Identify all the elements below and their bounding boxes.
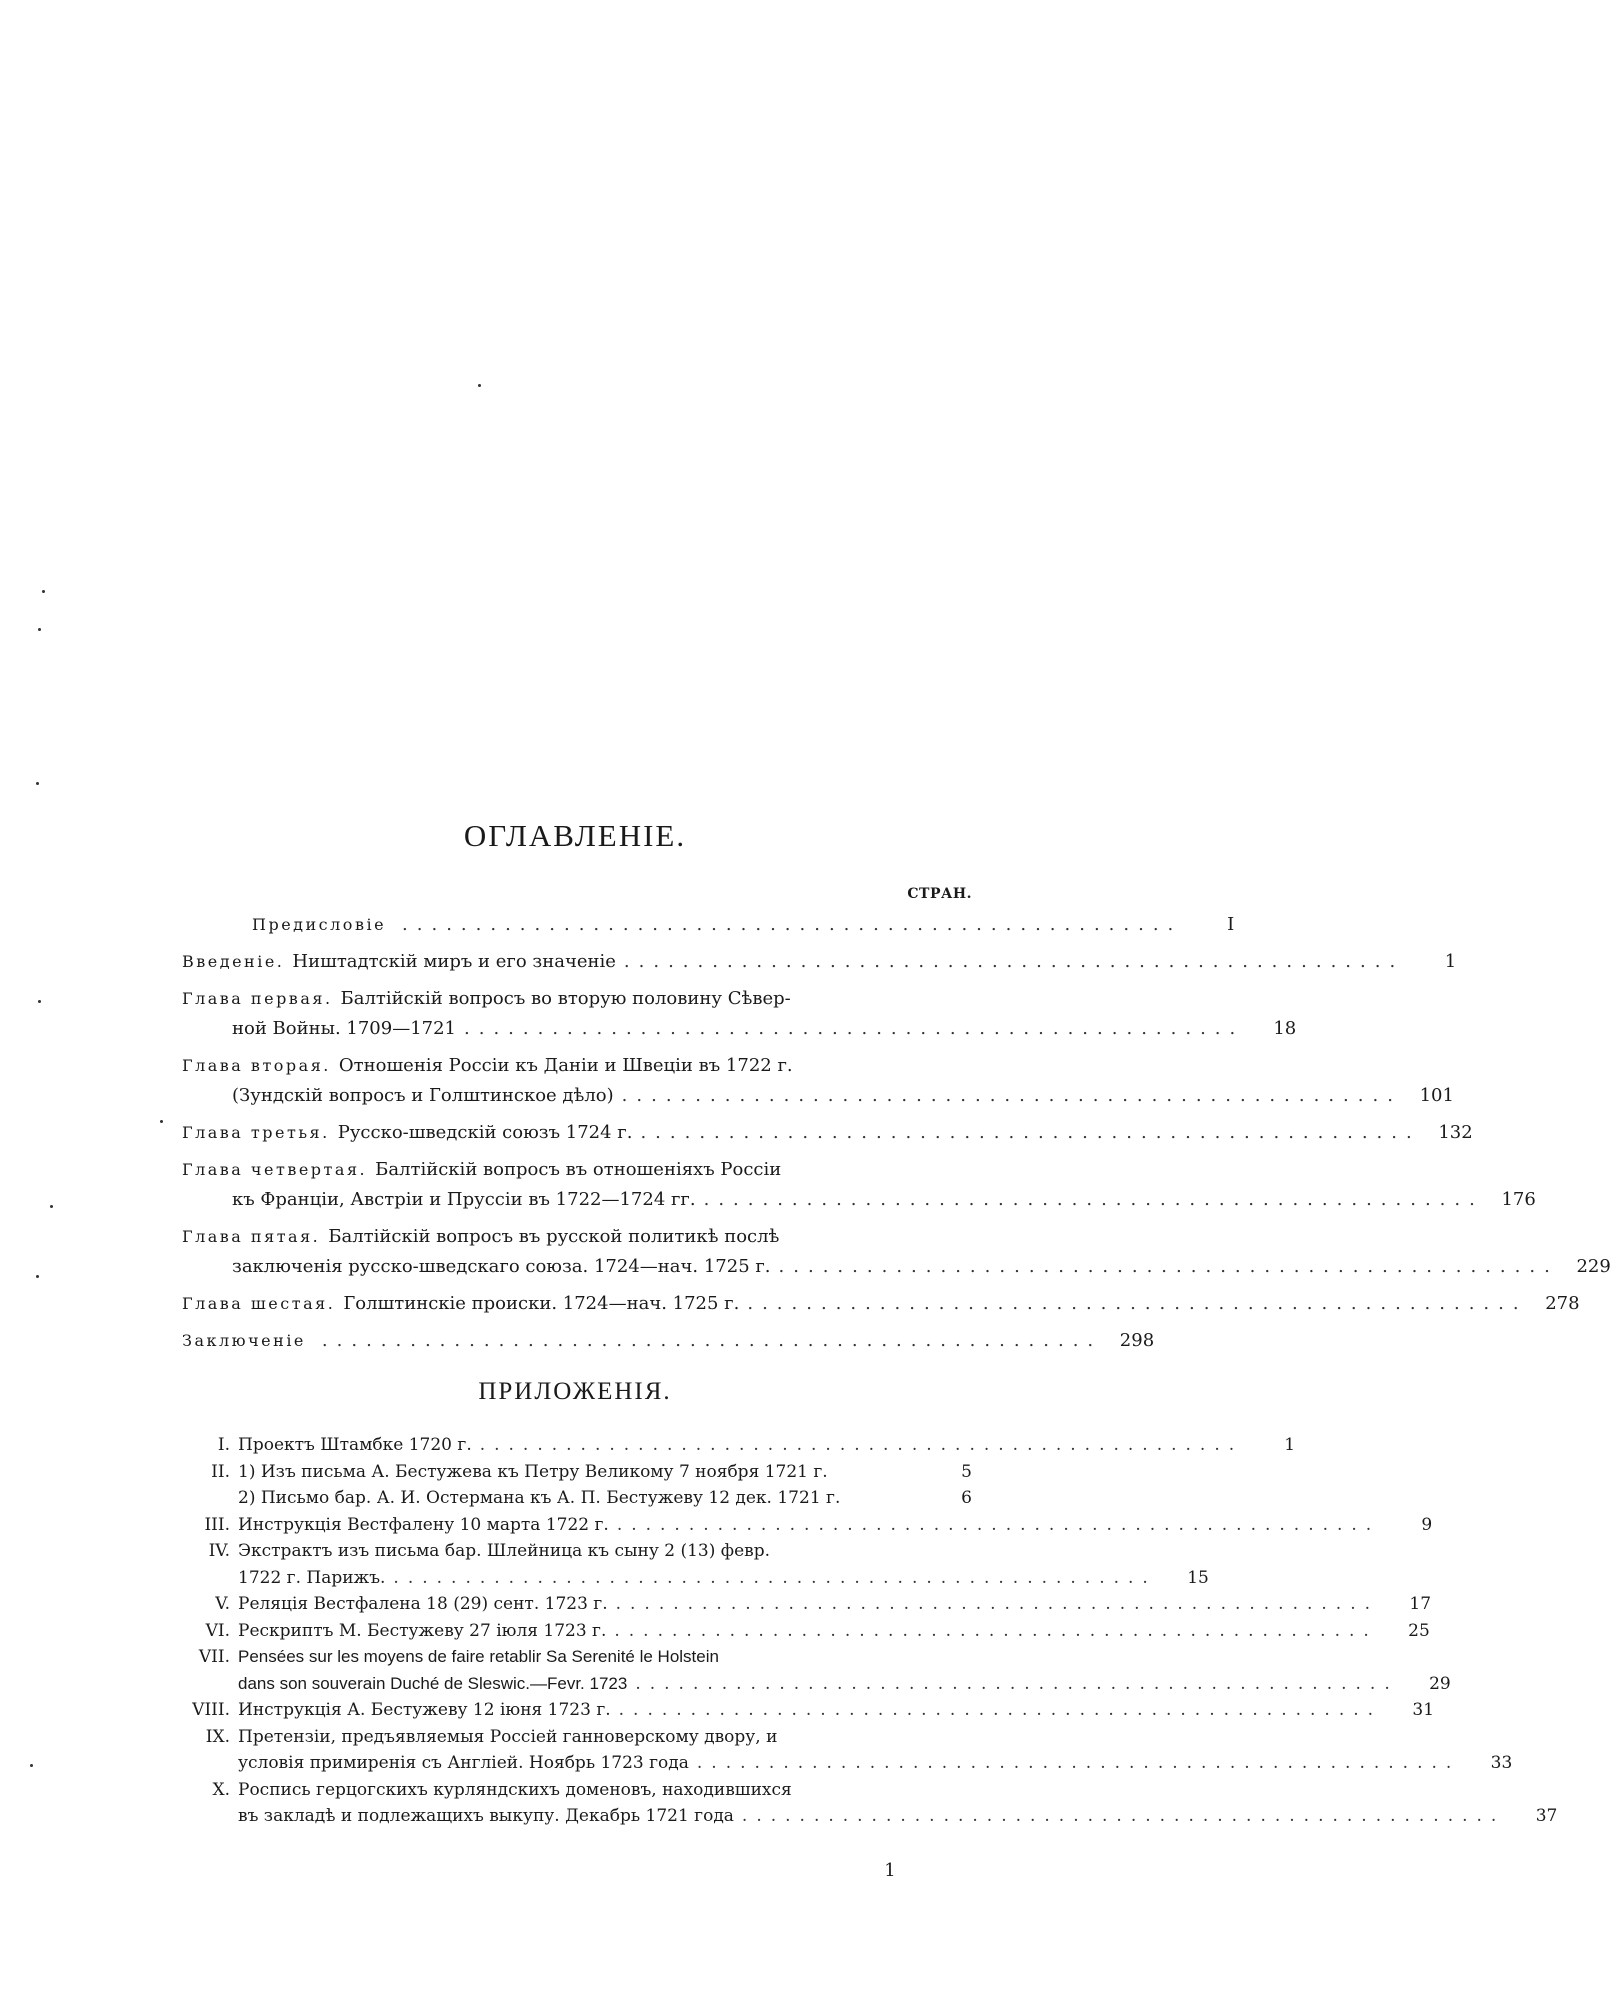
toc-entry bbox=[182, 1326, 1155, 1356]
leader-dots: ..................................................... bbox=[393, 1567, 1157, 1588]
leader-dots: ..................................................... bbox=[696, 1753, 1461, 1773]
appendix-title: ПРИЛОЖЕНІЯ. bbox=[478, 1378, 672, 1405]
appendix-number: II. bbox=[211, 1461, 230, 1482]
appendix-page: 31 bbox=[1412, 1700, 1435, 1720]
appendix-number: IX. bbox=[205, 1726, 230, 1747]
page-column-header: СТРАН. bbox=[907, 886, 972, 902]
appendix-item bbox=[182, 1538, 972, 1565]
leader-dots: ..................................................... bbox=[464, 1018, 1245, 1039]
appendix-page: 37 bbox=[1535, 1806, 1558, 1826]
toc-entry bbox=[182, 947, 1457, 977]
toc-entry-text: Отношенія Россіи къ Даніи и Швеціи въ 1722 г. bbox=[338, 1055, 793, 1076]
appendix-item bbox=[182, 1459, 972, 1486]
appendix-number: VIII. bbox=[192, 1700, 230, 1720]
appendix-page: 9 bbox=[1421, 1514, 1433, 1535]
appendix-text: dans son souverain Duché de Sleswic.—Fevr. 1723 bbox=[238, 1673, 628, 1693]
appendix-text: условія примиренія съ Англіей. Ноябрь 1723 года bbox=[238, 1753, 689, 1773]
scan-speck bbox=[30, 1764, 33, 1767]
leader-dots: ..................................................... bbox=[614, 1620, 1378, 1641]
toc-entry bbox=[182, 910, 1235, 940]
toc-entry bbox=[182, 1155, 1536, 1215]
appendix-page: 33 bbox=[1490, 1753, 1513, 1773]
appendix-number: IV. bbox=[208, 1541, 230, 1561]
leader-dots: ..................................................... bbox=[479, 1435, 1244, 1455]
appendix-item bbox=[182, 1777, 972, 1804]
appendix-text: Роспись герцогскихъ курляндскихъ доменовъ, находившихся bbox=[238, 1779, 792, 1800]
appendix-page: 29 bbox=[1429, 1673, 1451, 1694]
appendix-page: 15 bbox=[1187, 1567, 1209, 1588]
appendix-text: Претензіи, предъявляемыя Россіей ганноверскому двору, и bbox=[238, 1726, 778, 1747]
toc-entry-continuation: ной Войны. 1709—1721 bbox=[232, 1018, 456, 1039]
toc-entry-label: Глава вторая. bbox=[182, 1056, 331, 1075]
appendix-text: 1) Изъ письма А. Бестужева къ Петру Великому 7 ноября 1721 г. bbox=[238, 1461, 828, 1482]
toc-entry bbox=[182, 1051, 1454, 1111]
leader-dots: ..................................................... bbox=[321, 1330, 1103, 1351]
toc-entry-text: Балтійскій вопросъ въ отношеніяхъ Россіи bbox=[375, 1159, 782, 1180]
appendix-page: 17 bbox=[1409, 1594, 1432, 1614]
leader-dots: ..................................................... bbox=[621, 1085, 1402, 1106]
appendix-text: Реляція Вестфалена 18 (29) сент. 1723 г. bbox=[238, 1594, 608, 1614]
appendix-item bbox=[182, 1697, 1435, 1724]
appendix-text: Инструкція А. Бестужеву 12 іюня 1723 г. bbox=[238, 1700, 611, 1720]
leader-dots: ..................................................... bbox=[635, 1673, 1399, 1694]
toc-entry bbox=[182, 1289, 1580, 1319]
toc-entry-continuation: заключенія русско-шведскаго союза. 1724—нач. 1725 г. bbox=[232, 1256, 771, 1277]
toc-entry-label: Глава четвертая. bbox=[182, 1160, 368, 1179]
appendix-text: Проектъ Штамбке 1720 г. bbox=[238, 1435, 472, 1455]
scan-speck bbox=[50, 1205, 53, 1208]
leader-dots: ..................................................... bbox=[616, 1514, 1381, 1535]
scan-speck bbox=[38, 628, 41, 631]
leader-dots: ..................................................... bbox=[747, 1293, 1528, 1314]
leader-dots: ..................................................... bbox=[778, 1256, 1559, 1277]
appendix-text: въ закладѣ и подлежащихъ выкупу. Декабрь 1721 года bbox=[238, 1806, 734, 1826]
scan-speck bbox=[36, 1275, 39, 1278]
appendix-page: 6 bbox=[961, 1488, 972, 1508]
toc-entry-label: Глава первая. bbox=[182, 989, 333, 1008]
scan-speck bbox=[42, 590, 45, 593]
toc-entry bbox=[182, 1118, 1473, 1148]
appendix-text: 1722 г. Парижъ. bbox=[238, 1567, 386, 1588]
appendix-number: III. bbox=[204, 1514, 230, 1535]
toc-entry-text: Балтійскій вопросъ въ русской политикѣ послѣ bbox=[328, 1226, 780, 1247]
table-of-contents bbox=[182, 910, 1611, 1363]
leader-dots: ..................................................... bbox=[640, 1122, 1421, 1143]
toc-entry-text: Ништадтскій миръ и его значеніе bbox=[292, 951, 616, 972]
toc-entry-page: 1 bbox=[1444, 951, 1457, 972]
toc-entry-continuation: (Зундскій вопросъ и Голштинское дѣло) bbox=[232, 1085, 614, 1106]
toc-entry-page: 18 bbox=[1273, 1018, 1297, 1039]
toc-entry-page: 229 bbox=[1576, 1256, 1611, 1277]
leader-dots: ..................................................... bbox=[615, 1594, 1380, 1614]
appendix-item bbox=[182, 1485, 972, 1512]
toc-entry-text: Голштинскіе происки. 1724—нач. 1725 г. bbox=[343, 1293, 740, 1314]
appendix-number: V. bbox=[215, 1594, 230, 1614]
page-title: ОГЛАВЛЕНІЕ. bbox=[463, 818, 687, 853]
appendix-text: 2) Письмо бар. А. И. Остермана къ А. П. Бестужеву 12 дек. 1721 г. bbox=[238, 1488, 841, 1508]
appendix-item bbox=[182, 1618, 1430, 1645]
appendix-text: Pensées sur les moyens de faire retablir Sa Serenité le Holstein bbox=[238, 1647, 719, 1666]
leader-dots: ..................................................... bbox=[703, 1189, 1484, 1210]
toc-entry bbox=[182, 984, 1297, 1044]
appendix-page: 1 bbox=[1284, 1435, 1296, 1455]
toc-entry-label: Введеніе. bbox=[182, 952, 285, 971]
toc-entry-text: Русско-шведскій союзъ 1724 г. bbox=[337, 1122, 633, 1143]
leader-dots: ..................................................... bbox=[623, 951, 1405, 972]
appendix-item bbox=[182, 1724, 972, 1751]
appendix-page: 5 bbox=[961, 1461, 972, 1482]
page-number: 1 bbox=[884, 1860, 896, 1881]
toc-entry-page: 278 bbox=[1545, 1293, 1580, 1314]
toc-entry-label: Глава третья. bbox=[182, 1123, 330, 1142]
toc-entry-page: 176 bbox=[1501, 1189, 1536, 1210]
appendix-page: 25 bbox=[1408, 1620, 1430, 1641]
toc-entry-page: 132 bbox=[1438, 1122, 1473, 1143]
toc-entry-text: Балтійскій вопросъ во вторую половину Сѣвер- bbox=[340, 988, 791, 1009]
toc-entry-label: Заключеніе bbox=[182, 1331, 306, 1350]
appendix-number: X. bbox=[212, 1779, 230, 1800]
scan-speck bbox=[36, 782, 39, 785]
appendix-list bbox=[182, 1432, 1558, 1830]
toc-entry-continuation: къ Франціи, Австріи и Пруссіи въ 1722—1724 гг. bbox=[232, 1189, 696, 1210]
leader-dots: ..................................................... bbox=[741, 1806, 1506, 1826]
appendix-item bbox=[182, 1644, 972, 1671]
scan-speck bbox=[160, 1120, 163, 1123]
appendix-number: VII. bbox=[198, 1647, 230, 1667]
leader-dots: ..................................................... bbox=[402, 914, 1183, 935]
appendix-text: Экстрактъ изъ письма бар. Шлейница къ сыну 2 (13) февр. bbox=[238, 1541, 771, 1561]
toc-entry-page: 101 bbox=[1419, 1085, 1454, 1106]
toc-entry-label: Предисловіе bbox=[252, 915, 387, 934]
appendix-item bbox=[182, 1432, 1296, 1459]
appendix-number: VI. bbox=[205, 1620, 230, 1641]
appendix-text: Инструкція Вестфалену 10 марта 1722 г. bbox=[238, 1514, 609, 1535]
toc-entry-label: Глава шестая. bbox=[182, 1294, 336, 1313]
appendix-number: I. bbox=[217, 1435, 230, 1455]
scan-speck bbox=[38, 1000, 41, 1003]
appendix-item bbox=[182, 1512, 1433, 1539]
toc-entry bbox=[182, 1222, 1611, 1282]
toc-entry-label: Глава пятая. bbox=[182, 1227, 321, 1246]
toc-entry-page: 298 bbox=[1119, 1330, 1155, 1351]
toc-entry-page: I bbox=[1227, 914, 1235, 935]
leader-dots: ..................................................... bbox=[618, 1700, 1383, 1720]
scan-speck bbox=[478, 384, 481, 387]
appendix-text: Рескриптъ М. Бестужеву 27 іюля 1723 г. bbox=[238, 1620, 607, 1641]
appendix-item bbox=[182, 1591, 1432, 1618]
